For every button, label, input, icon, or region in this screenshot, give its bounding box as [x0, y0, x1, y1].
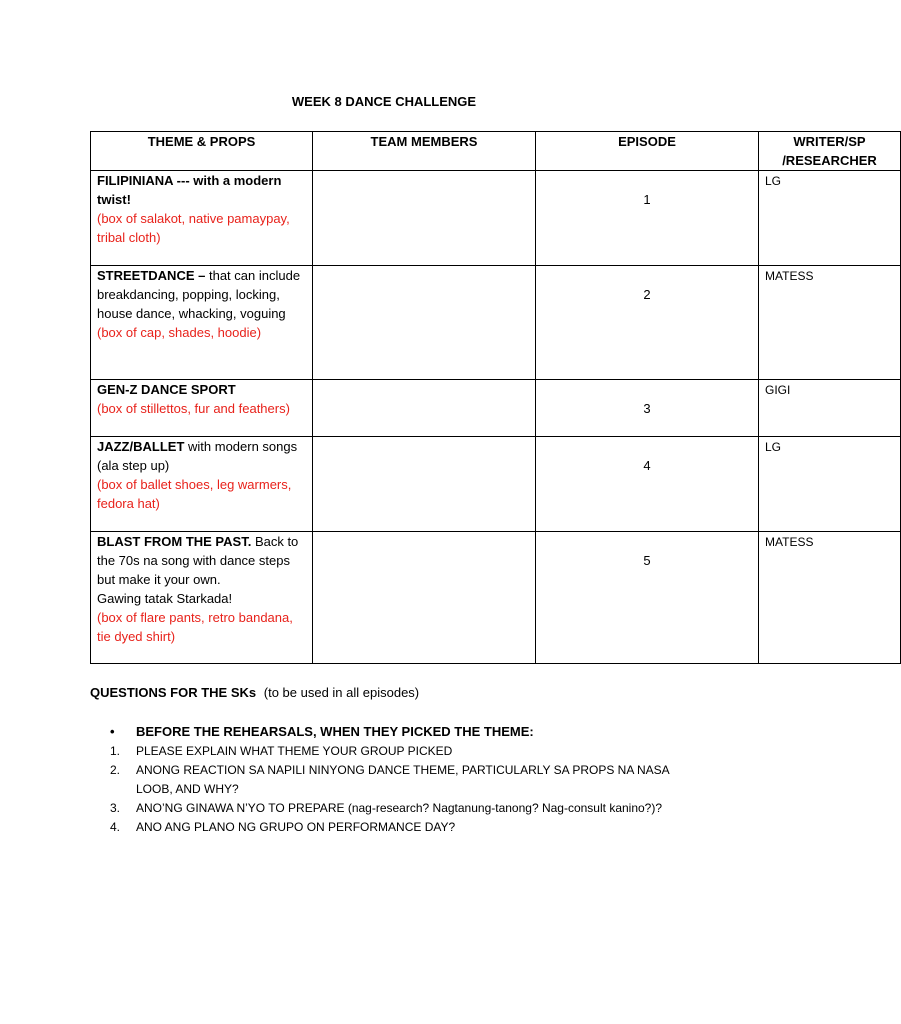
questions-heading-title: QUESTIONS FOR THE SKs — [90, 685, 257, 700]
writer-cell — [759, 437, 901, 532]
theme-name: GEN-Z DANCE SPORT — [97, 382, 236, 397]
episode-cell — [536, 437, 759, 532]
writer-name: LG — [765, 440, 782, 454]
writer-name: MATESS — [765, 269, 814, 283]
theme-description-2: Gawing tatak Starkada! — [97, 591, 233, 606]
question-text: ANO ANG PLANO NG GRUPO ON PERFORMANCE DAY? — [136, 820, 456, 834]
team-members-cell — [313, 437, 536, 532]
team-members-cell — [313, 266, 536, 380]
table-row — [91, 532, 901, 664]
episode-number: 5 — [643, 553, 651, 568]
question-text: ANONG REACTION SA NAPILI NINYONG DANCE THEME, PARTICULARLY SA PROPS NA NASA LOOB, AND WHY? — [136, 763, 670, 796]
writer-cell — [759, 266, 901, 380]
episode-cell — [536, 532, 759, 664]
header-episode: EPISODE — [536, 132, 759, 171]
props-text: (box of flare pants, retro bandana, tie dyed shirt) — [97, 610, 293, 644]
team-members-cell — [313, 380, 536, 437]
header-writer-line2: /RESEARCHER — [782, 153, 877, 168]
question-number: 2. — [110, 763, 121, 777]
table-row — [91, 171, 901, 266]
table-row — [91, 266, 901, 380]
list-item — [110, 799, 670, 818]
team-members-cell — [313, 532, 536, 664]
props-text: (box of salakot, native pamaypay, tribal cloth) — [97, 211, 290, 245]
props-text: (box of ballet shoes, leg warmers, fedora hat) — [97, 477, 292, 511]
question-number: 4. — [110, 820, 121, 834]
questions-heading — [90, 685, 419, 700]
theme-cell — [91, 437, 313, 532]
bullet-icon: • — [110, 724, 115, 739]
writer-name: GIGI — [765, 383, 791, 397]
theme-description-2: whacking, voguing — [178, 306, 286, 321]
writer-name: MATESS — [765, 535, 814, 549]
episode-cell — [536, 266, 759, 380]
theme-cell — [91, 171, 313, 266]
episode-number: 4 — [643, 458, 651, 473]
theme-name: BLAST FROM THE PAST. — [97, 534, 252, 549]
header-writer-line1: WRITER/SP — [793, 134, 866, 149]
writer-name: LG — [765, 174, 782, 188]
header-writer — [759, 132, 901, 171]
props-text: (box of stillettos, fur and feathers) — [97, 401, 290, 416]
question-number: 1. — [110, 744, 121, 758]
question-text: ANO’NG GINAWA N’YO TO PREPARE (nag-research? Nagtanung-tanong? Nag-consult kanino?)? — [136, 801, 663, 815]
table-row — [91, 437, 901, 532]
theme-name: JAZZ/BALLET — [97, 439, 185, 454]
episode-number: 2 — [643, 287, 651, 302]
theme-name: STREETDANCE – — [97, 268, 206, 283]
episode-number: 1 — [643, 192, 651, 207]
header-team-members: TEAM MEMBERS — [313, 132, 536, 171]
writer-cell — [759, 532, 901, 664]
theme-cell — [91, 266, 313, 380]
episode-cell — [536, 171, 759, 266]
question-number: 3. — [110, 801, 121, 815]
question-text: PLEASE EXPLAIN WHAT THEME YOUR GROUP PICKED — [136, 744, 453, 758]
list-item — [110, 818, 670, 837]
theme-cell — [91, 380, 313, 437]
props-text: (box of cap, shades, hoodie) — [97, 325, 262, 340]
dance-challenge-table — [90, 131, 901, 664]
theme-cell — [91, 532, 313, 664]
theme-description: Back to the 70s na song with dance steps but make it your own. — [97, 534, 299, 587]
table-header-row — [91, 132, 901, 171]
questions-section-heading — [110, 724, 534, 739]
questions-section-label: BEFORE THE REHEARSALS, WHEN THEY PICKED THE THEME: — [136, 724, 534, 739]
episode-cell — [536, 380, 759, 437]
header-theme: THEME & PROPS — [91, 132, 313, 171]
questions-list — [110, 742, 670, 837]
theme-description: that can include breakdancing, popping, locking, house dance, — [97, 268, 301, 321]
page-title: WEEK 8 DANCE CHALLENGE — [291, 94, 477, 109]
writer-cell — [759, 171, 901, 266]
writer-cell — [759, 380, 901, 437]
episode-number: 3 — [643, 401, 651, 416]
team-members-cell — [313, 171, 536, 266]
list-item — [110, 742, 670, 761]
questions-heading-note: (to be used in all episodes) — [263, 685, 420, 700]
table-row — [91, 380, 901, 437]
theme-description: with modern songs (ala step up) — [97, 439, 298, 473]
list-item — [110, 761, 670, 799]
theme-name: FILIPINIANA --- with a modern twist! — [97, 173, 282, 207]
